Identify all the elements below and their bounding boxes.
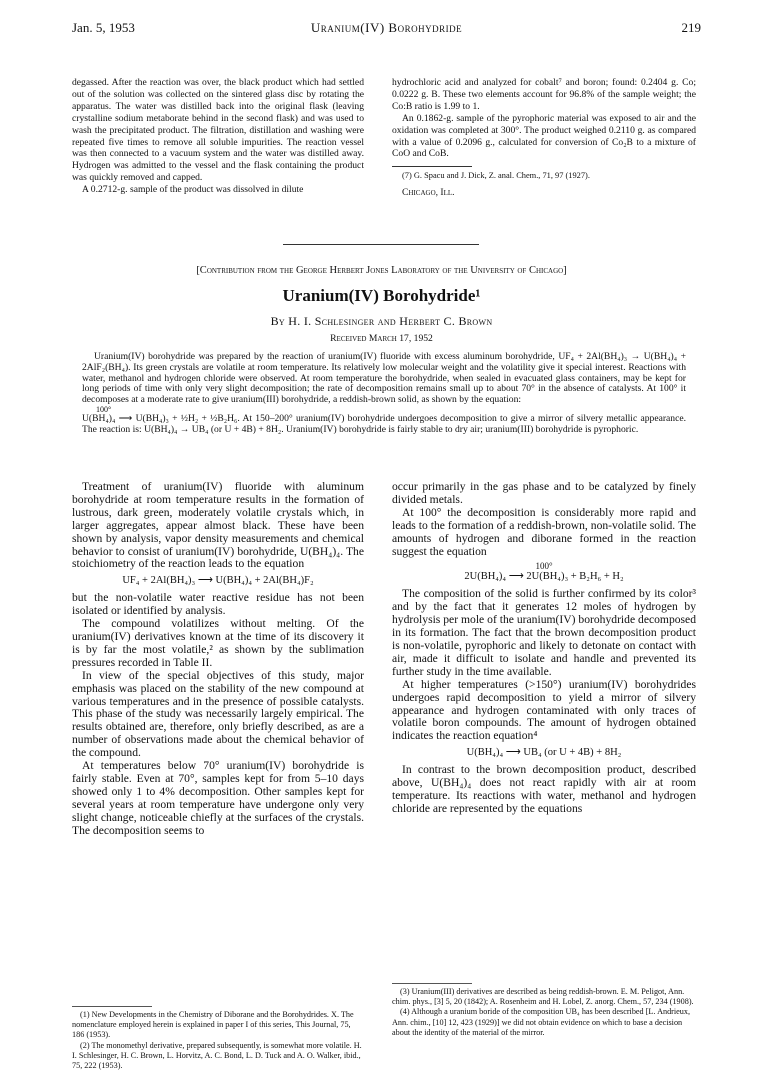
body-right-column bbox=[392, 481, 696, 816]
equation: UF₄ + 2Al(BH₄)₃ ⟶ U(BH₄)₄ + 2Al(BH₄)F₂ bbox=[122, 575, 314, 587]
header-running-title: Uranium(IV) Borohydride bbox=[310, 20, 463, 35]
contribution-line: [Contribution from the George Herbert Jones Laboratory of the University of Chicago] bbox=[196, 265, 567, 276]
footnote: (4) Although a uranium boride of the composition UB₄ has been described [L. Andrieux, Ann. chim., [10] 12, 423 (1929)] we did not obtain evidence on which to base a decision about the identity of the material of the mirror. bbox=[392, 1007, 691, 1037]
footnotes-right bbox=[392, 983, 696, 1038]
body-paragraph: In contrast to the brown decomposition product, described above, U(BH₄)₄ does not react rapidly with air at room temperature. Its reactions with water, methanol and hydrogen chloride are represented by the equations bbox=[392, 763, 696, 815]
body-paragraph: occur primarily in the gas phase and to be catalyzed by finely divided metals. bbox=[392, 480, 696, 506]
body-paragraph: but the non-volatile water reactive residue has not been isolated or identified by analysis. bbox=[72, 591, 364, 618]
abstract-paragraph: Uranium(IV) borohydride was prepared by the reaction of uranium(IV) fluoride with excess aluminum borohydride, UF₄ + 2Al(BH₄)₃ → U(BH₄)₄ + 2AlF₂(BH₄). Its green crystals are volatile at room temperature. Its relatively low molecular weight and the volatility give it special interest. Reactions with water, methanol and hydrogen chloride were observed. At room temperature the borohydride, when sealed in evacuated glass containers, may be kept for long periods of time with only very slight decomposition; the rate of decomposition remains small up to about 70° in the absence of catalysts. At 100° it decomposes at a moderate rate to give uranium(III) borohydride, a reddish-brown solid, as shown by the equation: bbox=[82, 351, 686, 406]
footnote: (3) Uranium(III) derivatives are described as being reddish-brown. E. M. Peligot, Ann. chim. phys., [3] 5, 20 (1842); A. Rosenheim and H. Lobel, Z. anorg. Chem., 57, 234 (1908). bbox=[392, 987, 694, 1007]
footnote-rule bbox=[392, 983, 472, 984]
abstract-eq-condition: 100° bbox=[96, 404, 112, 414]
running-header bbox=[72, 20, 701, 40]
body-paragraph: In view of the special objectives of this study, major emphasis was placed on the stability of the new compound at various temperatures and in the presence of possible catalysts. This phase of the study was necessarily largely empirical. The results obtained are, therefore, only briefly described, as are a number of observations made about the chemical behavior of the compound. bbox=[72, 668, 364, 760]
abstract-paragraph: U(BH₄)₄ ⟶ U(BH₄)₃ + ½H₂ + ½B₂H₆. At 150–200° uranium(IV) borohydride undergoes decomposition to give a mirror of silvery metallic appearance. The reaction is: U(BH₄)₄ → UB₄ (or U + 4B) + 8H₂. Uranium(IV) borohydride is fairly stable to dry air; uranium(III) borohydride is pyrophoric. bbox=[82, 412, 686, 435]
received-date: Received March 17, 1952 bbox=[330, 333, 433, 344]
abstract bbox=[82, 352, 686, 436]
article-title: Uranium(IV) Borohydride¹ bbox=[282, 286, 481, 305]
footnote-rule bbox=[392, 166, 472, 167]
header-date: Jan. 5, 1953 bbox=[72, 20, 135, 35]
body-left-column bbox=[72, 481, 364, 837]
footnote-rule bbox=[72, 1006, 152, 1007]
equation-condition: 100° bbox=[535, 561, 553, 572]
body-paragraph: At 100° the decomposition is considerably more rapid and leads to the formation of a reddish-brown, non-volatile solid. The amounts of hydrogen and diborane formed in the reaction suggest the equation bbox=[392, 505, 696, 558]
affiliation-city: Chicago, Ill. bbox=[402, 186, 455, 198]
equation bbox=[392, 562, 696, 584]
equation: U(BH₄)₄ ⟶ UB₄ (or U + 4B) + 8H₂ bbox=[466, 747, 622, 759]
prev-article-left-column bbox=[72, 77, 364, 196]
footnotes-left bbox=[72, 1006, 364, 1071]
body-paragraph: At temperatures below 70° uranium(IV) borohydride is fairly stable. Even at 70°, samples kept for from 5–10 days showed only 1 to 4% decomposition. Other samples kept for several years at room temperature have undergone only very slight change, noticeable chiefly at the surfaces of the crystals. The decomposition seems to bbox=[72, 759, 364, 837]
article-authors: By H. I. Schlesinger and Herbert C. Brown bbox=[270, 314, 493, 328]
body-paragraph: The composition of the solid is further confirmed by its color³ and by the fact that it generates 12 moles of hydrogen by hydrolysis per mole of the uranium(IV) borohydride decomposed in its formation. The fact that the brown decomposition product is non-volatile, pyrophoric and likely to detonate on contact with air, made it difficult to isolate and handle and prevented its further study in the time available. bbox=[392, 587, 696, 678]
prev-paragraph: degassed. After the reaction was over, the black product which had settled out of the solution was collected on the sintered glass disc by rotating the apparatus. The water was distilled back into the original flask (leaving crystalline sodium metaborate behind in the second flask) and was used to wash the precipitated product. The filtration, distillation and washing were repeated five times to remove all soluble impurities. The reaction vessel was then connected to a vacuum system and the water was distilled away. Hydrogen was admitted to the vessel and the flask containing the product was quickly removed and capped. bbox=[72, 77, 364, 184]
prev-paragraph: An 0.1862-g. sample of the pyrophoric material was exposed to air and the oxidation was completed at 300°. The product weighed 0.2110 g. as compared with a value of 0.2096 g., calculated for conversion of Co₂B to a mixture of CoO and CoB. bbox=[392, 112, 696, 160]
body-paragraph: At higher temperatures (>150°) uranium(IV) borohydrides undergoes rapid decomposition to yield a mirror of silvery appearance and hydrogen contaminated with only traces of volatile boron compounds. The amount of hydrogen obtained indicates the reaction equation⁴ bbox=[392, 677, 696, 743]
body-paragraph: The compound volatilizes without melting. Of the uranium(IV) derivatives known at the time of its discovery it is by far the most volatile,² as shown by the sublimation pressures recorded in Table II. bbox=[72, 617, 364, 669]
body-paragraph: Treatment of uranium(IV) fluoride with aluminum borohydride at room temperature results in the formation of lustrous, dark green, moderately volatile crystals which, in larger aggregates, appear almost black. These have been shown by analysis, vapor density measurements and chemical behavior to consist of uranium(IV) borohydride, U(BH₄)₄. The stoichiometry of the reaction leads to the equation bbox=[72, 480, 364, 571]
footnote: (1) New Developments in the Chemistry of Diborane and the Borohydrides. X. The nomenclature employed herein is explained in paper I of this series, This Journal, 75, 186 (1953). bbox=[72, 1010, 354, 1040]
header-page-number: 219 bbox=[681, 20, 701, 35]
footnote: (2) The monomethyl derivative, prepared subsequently, is somewhat more volatile. H. I. Schlesinger, H. C. Brown, L. Horvitz, A. C. Bond, L. D. Tuck and A. O. Walker, ibid., 75, 222 (1953). bbox=[72, 1040, 362, 1071]
equation-text: 2U(BH₄)₄ ⟶ 2U(BH₄)₃ + B₂H₆ + H₂ bbox=[464, 571, 624, 583]
article-divider bbox=[283, 244, 479, 245]
footnote: (7) G. Spacu and J. Dick, Z. anal. Chem., 71, 97 (1927). bbox=[402, 171, 590, 181]
prev-article-right-column bbox=[392, 77, 696, 199]
prev-paragraph: hydrochloric acid and analyzed for cobalt⁷ and boron; found: 0.2404 g. Co; 0.0222 g. B. These two elements account for 96.8% of the sample weight; the Co:B ratio is 1.99 to 1. bbox=[392, 77, 696, 112]
prev-paragraph: A 0.2712-g. sample of the product was dissolved in dilute bbox=[82, 184, 304, 196]
